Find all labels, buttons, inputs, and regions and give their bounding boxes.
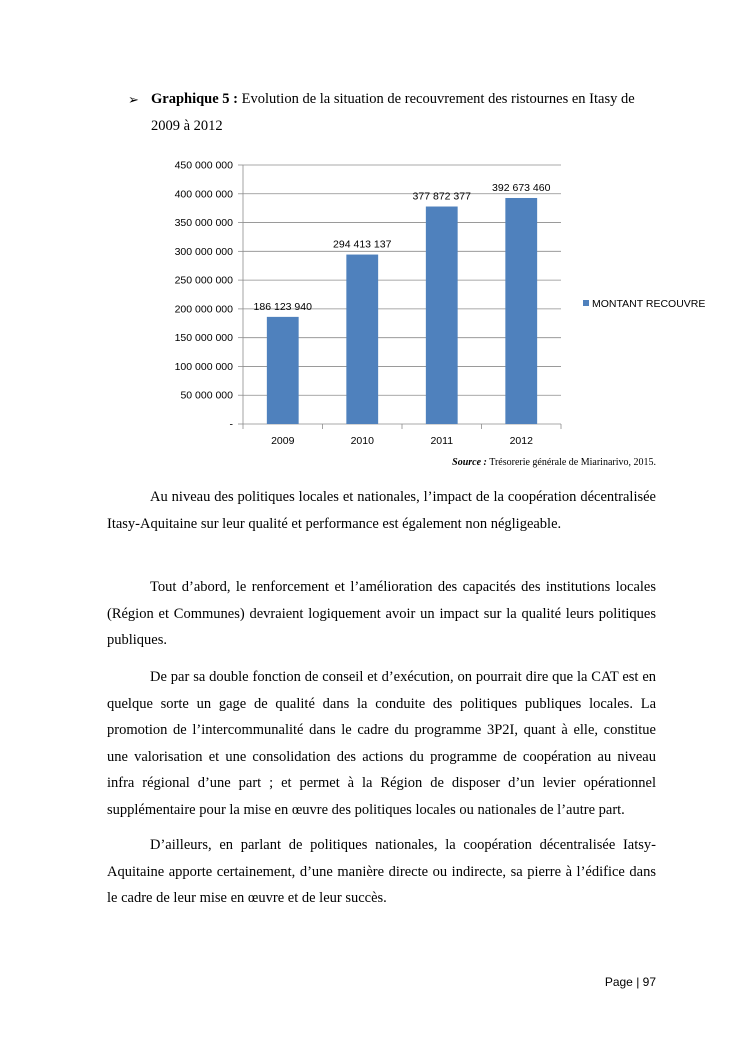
arrow-bullet-icon: ➢ bbox=[128, 92, 139, 107]
x-tick-label: 2012 bbox=[509, 435, 533, 447]
paragraph-3: De par sa double fonction de conseil et d’exécution, on pourrait dire que la CAT est en quelque sorte un gage de qualité dans la conduite des politiques publiques locales. La promotion de l’intercommunalité dans le cadre du programme 3P2I, quant à elle, constitue une valorisation et une consolidation des actions du programme de coopération au niveau infra régional d’une part ; et permet à la Région de disposer d’un levier opérationnel supplémentaire pour la mise en œuvre des politiques locales ou nationales de l’autre part. bbox=[107, 669, 656, 818]
figure-source bbox=[300, 457, 656, 468]
page-number: Page | 97 bbox=[604, 975, 656, 989]
y-tick-label: 400 000 000 bbox=[174, 188, 233, 201]
source-text: Trésorerie générale de Miarinarivo, 2015. bbox=[489, 457, 656, 468]
x-tick-label: 2011 bbox=[430, 435, 454, 447]
paragraph-2: Tout d’abord, le renforcement et l’amélioration des capacités des institutions locales (Région et Communes) devraient logiquement avoir un impact sur la qualité leurs politiques publiques. bbox=[107, 579, 656, 648]
bar bbox=[267, 317, 299, 424]
y-tick-label: 450 000 000 bbox=[174, 159, 233, 172]
y-tick-label: 150 000 000 bbox=[174, 332, 233, 345]
bar bbox=[346, 255, 378, 424]
y-tick-label: 250 000 000 bbox=[174, 274, 233, 287]
x-tick-label: 2009 bbox=[271, 435, 295, 447]
legend-label: MONTANT RECOUVRE bbox=[592, 298, 706, 310]
source-label: Source : bbox=[452, 457, 487, 468]
figure-label: Graphique 5 : bbox=[151, 91, 239, 107]
paragraph-4: D’ailleurs, en parlant de politiques nationales, la coopération décentralisée Iatsy-Aquitaine apporte certainement, d’une manière directe ou indirecte, sa pierre à l’édifice dans le cadre de leur mise en œuvre et de leur succès. bbox=[107, 837, 656, 906]
bar bbox=[426, 207, 458, 424]
y-tick-label: 300 000 000 bbox=[174, 245, 233, 258]
bar bbox=[505, 198, 537, 424]
y-tick-label: - bbox=[229, 418, 233, 431]
data-label: 392 673 460 bbox=[492, 181, 551, 194]
figure-title: Evolution de la situation de recouvrement des ristournes en Itasy de 2009 à 2012 bbox=[151, 91, 635, 134]
y-tick-label: 350 000 000 bbox=[174, 217, 233, 230]
x-tick-label: 2010 bbox=[350, 435, 374, 447]
y-tick-label: 50 000 000 bbox=[180, 389, 233, 402]
y-tick-label: 100 000 000 bbox=[174, 360, 233, 373]
data-label: 377 872 377 bbox=[412, 190, 471, 203]
y-tick-label: 200 000 000 bbox=[174, 303, 233, 316]
figure-caption-text bbox=[151, 86, 658, 140]
data-label: 294 413 137 bbox=[333, 238, 392, 251]
data-label: 186 123 940 bbox=[253, 300, 312, 313]
figure-caption bbox=[128, 86, 658, 140]
paragraph-1: Au niveau des politiques locales et nationales, l’impact de la coopération décentralisée Itasy-Aquitaine sur leur qualité et performance est également non négligeable. bbox=[107, 489, 656, 532]
bar-chart bbox=[150, 152, 720, 457]
legend-swatch bbox=[583, 300, 589, 306]
